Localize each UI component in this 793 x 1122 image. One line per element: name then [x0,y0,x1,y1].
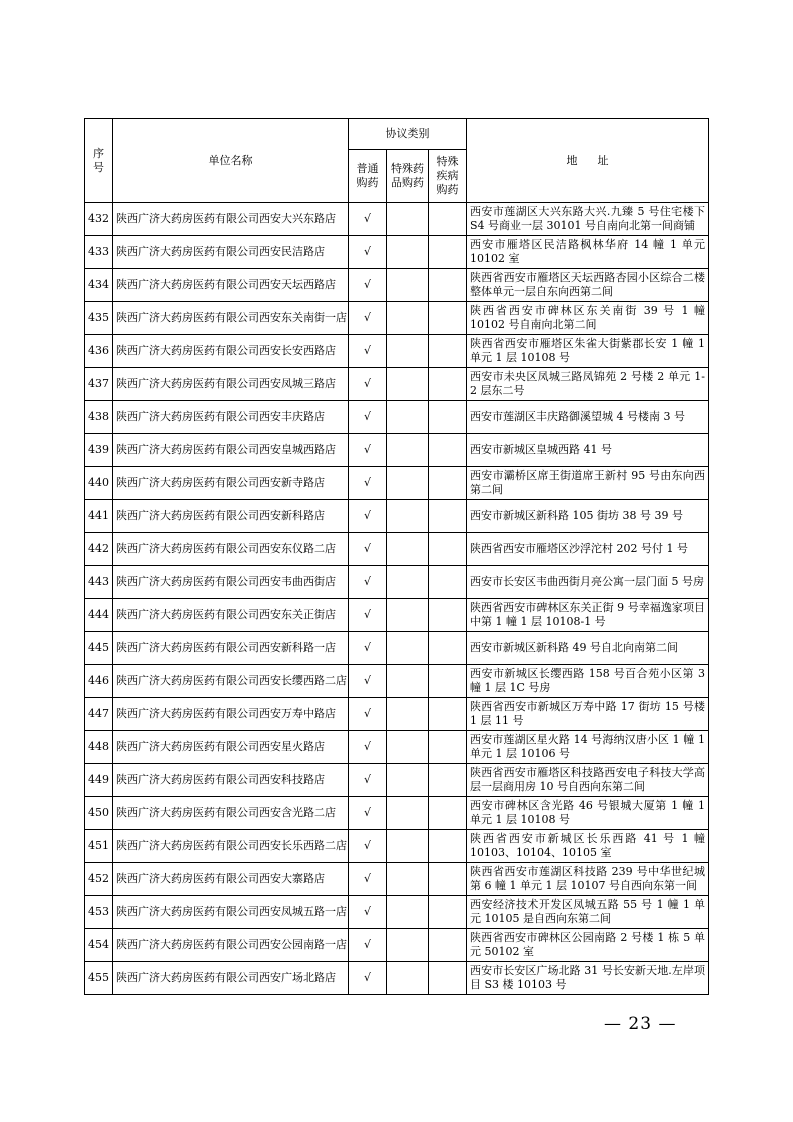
row-general-purchase-check: √ [349,500,387,533]
row-special-drug-check [387,236,429,269]
row-special-drug-check [387,599,429,632]
row-unit-name: 陕西广济大药房医药有限公司西安科技路店 [113,764,349,797]
header-special-disease-line-2: 疾病 [436,169,459,182]
table-row [85,599,709,632]
row-special-disease-check [429,500,467,533]
row-address: 西安市新城区皇城西路 41 号 [467,434,709,467]
table-row [85,236,709,269]
row-general-purchase-check: √ [349,401,387,434]
row-special-drug-check [387,731,429,764]
table-row [85,830,709,863]
row-special-drug-check [387,830,429,863]
row-address: 陕西省西安市雁塔区天坛西路杏园小区综合二楼整体单元一层自东向西第二间 [467,269,709,302]
row-special-drug-check [387,665,429,698]
row-unit-name: 陕西广济大药房医药有限公司西安大兴东路店 [113,203,349,236]
row-seq: 452 [85,863,113,896]
row-unit-name: 陕西广济大药房医药有限公司西安新科路店 [113,500,349,533]
row-general-purchase-check: √ [349,731,387,764]
row-seq: 433 [85,236,113,269]
row-unit-name: 陕西广济大药房医药有限公司西安长乐西路二店 [113,830,349,863]
row-special-disease-check [429,203,467,236]
row-special-disease-check [429,236,467,269]
table-row [85,533,709,566]
row-special-drug-check [387,500,429,533]
row-special-disease-check [429,434,467,467]
row-special-drug-check [387,434,429,467]
row-address: 西安市莲湖区星火路 14 号海纳汉唐小区 1 幢 1 单元 1 层 10106 号 [467,731,709,764]
row-address: 西安市灞桥区席王街道席王新村 95 号由东向西第二间 [467,467,709,500]
row-unit-name: 陕西广济大药房医药有限公司西安丰庆路店 [113,401,349,434]
row-address: 陕西省西安市碑林区公园南路 2 号楼 1 栋 5 单元 50102 室 [467,929,709,962]
row-special-disease-check [429,533,467,566]
row-seq: 441 [85,500,113,533]
table-row [85,269,709,302]
header-general-line-2: 购药 [356,176,379,189]
row-special-disease-check [429,830,467,863]
row-special-drug-check [387,632,429,665]
row-special-drug-check [387,698,429,731]
table-row [85,863,709,896]
row-seq: 442 [85,533,113,566]
row-special-drug-check [387,533,429,566]
row-general-purchase-check: √ [349,599,387,632]
header-general-line-1: 普通 [356,162,379,175]
header-special-drug-line-1: 特殊药 [391,162,424,175]
row-special-drug-check [387,863,429,896]
table-row [85,203,709,236]
table-row [85,665,709,698]
row-special-disease-check [429,731,467,764]
page-number: — 23 — [604,1014,677,1034]
row-special-drug-check [387,302,429,335]
header-seq-line-1: 序 [93,146,104,160]
row-seq: 453 [85,896,113,929]
row-general-purchase-check: √ [349,830,387,863]
table-row [85,434,709,467]
row-unit-name: 陕西广济大药房医药有限公司西安星火路店 [113,731,349,764]
row-address: 陕西省西安市碑林区东关正街 9 号幸福逸家项目中第 1 幢 1 层 10108-1 号 [467,599,709,632]
row-special-drug-check [387,764,429,797]
table-row [85,896,709,929]
row-seq: 436 [85,335,113,368]
table-row [85,500,709,533]
row-special-disease-check [429,797,467,830]
header-address: 地址 [467,119,709,203]
table-row [85,368,709,401]
row-unit-name: 陕西广济大药房医药有限公司西安民洁路店 [113,236,349,269]
row-seq: 437 [85,368,113,401]
pharmacy-table [84,118,709,995]
row-special-disease-check [429,665,467,698]
row-general-purchase-check: √ [349,797,387,830]
row-unit-name: 陕西广济大药房医药有限公司西安天坛西路店 [113,269,349,302]
row-unit-name: 陕西广济大药房医药有限公司西安东仪路二店 [113,533,349,566]
row-unit-name: 陕西广济大药房医药有限公司西安新科路一店 [113,632,349,665]
row-unit-name: 陕西广济大药房医药有限公司西安含光路二店 [113,797,349,830]
row-special-drug-check [387,896,429,929]
row-address: 西安市莲湖区丰庆路御溪望城 4 号楼南 3 号 [467,401,709,434]
row-address: 西安市长安区广场北路 31 号长安新天地.左岸项目 S3 楼 10103 号 [467,962,709,995]
row-general-purchase-check: √ [349,929,387,962]
table-body [85,203,709,995]
header-special-disease-line-3: 购药 [436,183,459,196]
table-row [85,764,709,797]
row-address: 西安市新城区新科路 49 号自北向南第二间 [467,632,709,665]
row-address: 陕西省西安市雁塔区科技路西安电子科技大学高层一层商用房 10 号自西向东第二间 [467,764,709,797]
header-agreement-category: 协议类别 [349,119,467,150]
row-special-drug-check [387,467,429,500]
row-unit-name: 陕西广济大药房医药有限公司西安东关南街一店 [113,302,349,335]
row-seq: 446 [85,665,113,698]
row-special-disease-check [429,467,467,500]
table-row [85,929,709,962]
header-special-drug-line-2: 品购药 [391,176,424,189]
row-general-purchase-check: √ [349,698,387,731]
row-special-drug-check [387,401,429,434]
row-address: 西安市碑林区含光路 46 号银城大厦第 1 幢 1 单元 1 层 10108 号 [467,797,709,830]
row-special-drug-check [387,962,429,995]
row-seq: 438 [85,401,113,434]
row-address: 陕西省西安市雁塔区朱雀大街紫郡长安 1 幢 1 单元 1 层 10108 号 [467,335,709,368]
row-special-disease-check [429,401,467,434]
header-seq [85,119,113,203]
row-unit-name: 陕西广济大药房医药有限公司西安广场北路店 [113,962,349,995]
row-special-disease-check [429,368,467,401]
row-address: 陕西省西安市雁塔区沙浮沱村 202 号付 1 号 [467,533,709,566]
row-general-purchase-check: √ [349,566,387,599]
table-row [85,797,709,830]
row-address: 西安市新城区新科路 105 街坊 38 号 39 号 [467,500,709,533]
row-unit-name: 陕西广济大药房医药有限公司西安长缨西路二店 [113,665,349,698]
row-unit-name: 陕西广济大药房医药有限公司西安万寿中路店 [113,698,349,731]
row-special-disease-check [429,566,467,599]
row-general-purchase-check: √ [349,665,387,698]
row-general-purchase-check: √ [349,764,387,797]
row-special-disease-check [429,962,467,995]
row-address: 西安市新城区长缨西路 158 号百合苑小区第 3 幢 1 层 1C 号房 [467,665,709,698]
row-general-purchase-check: √ [349,467,387,500]
row-general-purchase-check: √ [349,533,387,566]
row-unit-name: 陕西广济大药房医药有限公司西安公园南路一店 [113,929,349,962]
row-special-drug-check [387,566,429,599]
table-row [85,962,709,995]
row-address: 陕西省西安市莲湖区科技路 239 号中华世纪城第 6 幢 1 单元 1 层 10107 号自西向东第一间 [467,863,709,896]
row-special-disease-check [429,599,467,632]
row-special-drug-check [387,203,429,236]
header-general-purchase [349,150,387,203]
header-special-disease-purchase [429,150,467,203]
row-general-purchase-check: √ [349,203,387,236]
row-seq: 455 [85,962,113,995]
row-special-drug-check [387,929,429,962]
row-unit-name: 陕西广济大药房医药有限公司西安凤城三路店 [113,368,349,401]
table-row [85,698,709,731]
row-general-purchase-check: √ [349,962,387,995]
row-address: 西安市长安区韦曲西街月亮公寓一层门面 5 号房 [467,566,709,599]
row-seq: 449 [85,764,113,797]
row-general-purchase-check: √ [349,236,387,269]
table-row [85,731,709,764]
row-special-disease-check [429,698,467,731]
row-seq: 432 [85,203,113,236]
row-seq: 440 [85,467,113,500]
header-special-drug-purchase [387,150,429,203]
header-seq-line-2: 号 [93,160,104,174]
table-row [85,467,709,500]
row-special-disease-check [429,863,467,896]
row-special-disease-check [429,269,467,302]
row-general-purchase-check: √ [349,269,387,302]
row-address: 西安市雁塔区民洁路枫林华府 14 幢 1 单元 10102 室 [467,236,709,269]
row-seq: 454 [85,929,113,962]
row-special-drug-check [387,269,429,302]
row-unit-name: 陕西广济大药房医药有限公司西安大寨路店 [113,863,349,896]
row-general-purchase-check: √ [349,335,387,368]
row-special-disease-check [429,764,467,797]
row-seq: 434 [85,269,113,302]
row-general-purchase-check: √ [349,632,387,665]
row-special-drug-check [387,335,429,368]
table-row [85,632,709,665]
row-general-purchase-check: √ [349,368,387,401]
row-address: 西安经济技术开发区凤城五路 55 号 1 幢 1 单元 10105 是自西向东第二间 [467,896,709,929]
row-seq: 444 [85,599,113,632]
row-general-purchase-check: √ [349,434,387,467]
row-address: 西安市莲湖区大兴东路大兴.九臻 5 号住宅楼下 S4 号商业一层 30101 号自南向北第一间商铺 [467,203,709,236]
row-seq: 451 [85,830,113,863]
row-special-drug-check [387,368,429,401]
header-special-disease-line-1: 特殊 [436,155,459,168]
row-special-disease-check [429,929,467,962]
row-seq: 439 [85,434,113,467]
row-special-disease-check [429,632,467,665]
row-address: 陕西省西安市新城区长乐西路 41 号 1 幢 10103、10104、10105 室 [467,830,709,863]
row-special-drug-check [387,797,429,830]
header-unit-name: 单位名称 [113,119,349,203]
row-address: 西安市未央区凤城三路凤锦苑 2 号楼 2 单元 1-2 层东二号 [467,368,709,401]
row-general-purchase-check: √ [349,302,387,335]
row-special-disease-check [429,302,467,335]
row-seq: 435 [85,302,113,335]
row-unit-name: 陕西广济大药房医药有限公司西安韦曲西街店 [113,566,349,599]
row-address: 陕西省西安市新城区万寿中路 17 街坊 15 号楼 1 层 11 号 [467,698,709,731]
row-general-purchase-check: √ [349,863,387,896]
table-row [85,401,709,434]
row-unit-name: 陕西广济大药房医药有限公司西安长安西路店 [113,335,349,368]
row-address: 陕西省西安市碑林区东关南街 39 号 1 幢 10102 号自南向北第二间 [467,302,709,335]
row-unit-name: 陕西广济大药房医药有限公司西安凤城五路一店 [113,896,349,929]
row-special-disease-check [429,896,467,929]
row-general-purchase-check: √ [349,896,387,929]
row-seq: 450 [85,797,113,830]
row-special-disease-check [429,335,467,368]
row-seq: 443 [85,566,113,599]
row-unit-name: 陕西广济大药房医药有限公司西安新寺路店 [113,467,349,500]
row-unit-name: 陕西广济大药房医药有限公司西安东关正街店 [113,599,349,632]
row-seq: 448 [85,731,113,764]
table-row [85,566,709,599]
row-seq: 445 [85,632,113,665]
table-row [85,335,709,368]
row-seq: 447 [85,698,113,731]
row-unit-name: 陕西广济大药房医药有限公司西安皇城西路店 [113,434,349,467]
table-row [85,302,709,335]
